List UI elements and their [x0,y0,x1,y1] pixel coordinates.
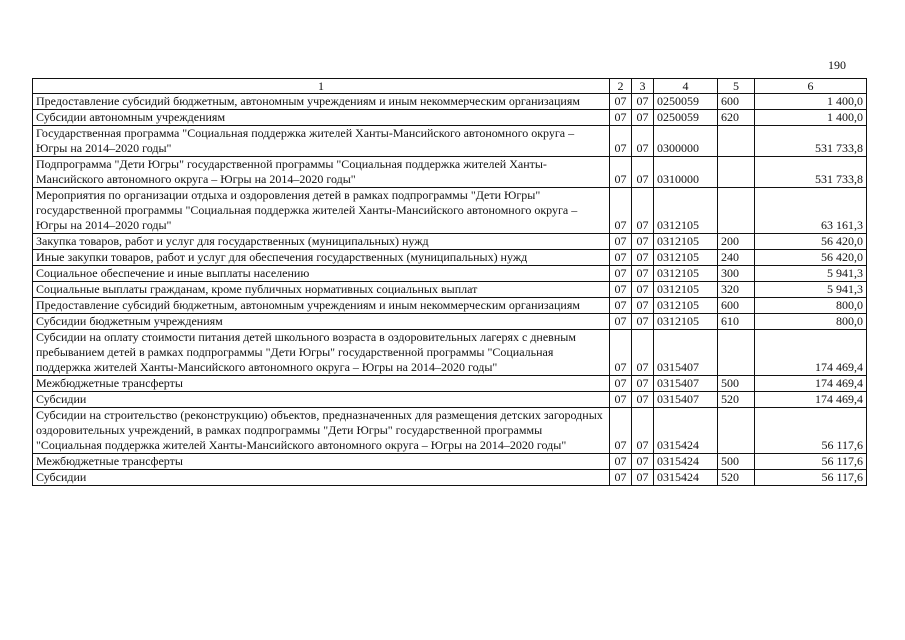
row-section-cell: 07 [610,298,632,314]
row-section-cell: 07 [610,157,632,188]
table-row [33,408,867,454]
row-target-code-cell: 0312105 [654,298,718,314]
row-target-code-cell: 0300000 [654,126,718,157]
header-cell: 5 [718,79,755,94]
row-amount-cell: 800,0 [755,298,867,314]
header-cell: 4 [654,79,718,94]
row-expense-type-cell: 500 [718,376,755,392]
row-target-code-cell: 0312105 [654,266,718,282]
row-amount-cell: 800,0 [755,314,867,330]
row-amount-cell: 63 161,3 [755,188,867,234]
header-cell: 1 [33,79,610,94]
table-row [33,188,867,234]
row-section-cell: 07 [610,250,632,266]
row-target-code-cell: 0315424 [654,408,718,454]
row-name-cell: Субсидии автономным учреждениям [33,110,610,126]
row-section-cell: 07 [610,454,632,470]
table-row [33,470,867,486]
page-number: 190 [828,58,846,72]
row-target-code-cell: 0312105 [654,314,718,330]
row-target-code-cell: 0312105 [654,250,718,266]
row-amount-cell: 531 733,8 [755,126,867,157]
table-row [33,157,867,188]
table-row [33,234,867,250]
row-section-cell: 07 [610,392,632,408]
row-name-cell: Межбюджетные трансферты [33,454,610,470]
row-subsection-cell: 07 [632,157,654,188]
header-cell: 3 [632,79,654,94]
budget-table [32,78,867,486]
row-subsection-cell: 07 [632,392,654,408]
row-name-cell: Социальное обеспечение и иные выплаты населению [33,266,610,282]
table-row [33,454,867,470]
row-expense-type-cell: 520 [718,470,755,486]
table-row [33,126,867,157]
row-subsection-cell: 07 [632,454,654,470]
table-row [33,266,867,282]
row-amount-cell: 56 420,0 [755,234,867,250]
row-name-cell: Иные закупки товаров, работ и услуг для обеспечения государственных (муниципальных) нужд [33,250,610,266]
row-name-cell: Социальные выплаты гражданам, кроме публичных нормативных социальных выплат [33,282,610,298]
row-expense-type-cell: 600 [718,298,755,314]
table-row [33,330,867,376]
row-expense-type-cell [718,330,755,376]
row-section-cell: 07 [610,314,632,330]
row-subsection-cell: 07 [632,94,654,110]
row-subsection-cell: 07 [632,188,654,234]
row-name-cell: Мероприятия по организации отдыха и оздоровления детей в рамках подпрограммы "Дети Югры" государственной программы "Социальная поддержка жителей Ханты-Мансийского автономного округа – Югры на 2014–2020 годы" [33,188,610,234]
row-subsection-cell: 07 [632,314,654,330]
row-subsection-cell: 07 [632,298,654,314]
row-target-code-cell: 0310000 [654,157,718,188]
row-expense-type-cell: 320 [718,282,755,298]
row-name-cell: Предоставление субсидий бюджетным, автономным учреждениям и иным некоммерческим организациям [33,94,610,110]
row-section-cell: 07 [610,110,632,126]
row-section-cell: 07 [610,126,632,157]
row-amount-cell: 56 117,6 [755,454,867,470]
row-target-code-cell: 0315407 [654,330,718,376]
row-target-code-cell: 0250059 [654,94,718,110]
header-cell: 6 [755,79,867,94]
row-amount-cell: 1 400,0 [755,94,867,110]
table-row [33,392,867,408]
row-subsection-cell: 07 [632,408,654,454]
row-section-cell: 07 [610,188,632,234]
header-cell: 2 [610,79,632,94]
row-amount-cell: 174 469,4 [755,330,867,376]
row-name-cell: Субсидии [33,392,610,408]
row-name-cell: Субсидии на строительство (реконструкцию) объектов, предназначенных для размещения детских загородных оздоровительных учреждений, в рамках подпрограммы "Дети Югры" государственной программы "Социальная поддержка жителей Ханты-Мансийского автономного округа – Югры на 2014–2020 годы" [33,408,610,454]
table-row [33,250,867,266]
row-amount-cell: 56 117,6 [755,470,867,486]
row-target-code-cell: 0315424 [654,470,718,486]
row-name-cell: Межбюджетные трансферты [33,376,610,392]
row-subsection-cell: 07 [632,250,654,266]
row-amount-cell: 1 400,0 [755,110,867,126]
row-expense-type-cell: 520 [718,392,755,408]
row-section-cell: 07 [610,470,632,486]
row-target-code-cell: 0315407 [654,392,718,408]
row-subsection-cell: 07 [632,330,654,376]
row-target-code-cell: 0312105 [654,188,718,234]
row-expense-type-cell: 240 [718,250,755,266]
row-section-cell: 07 [610,282,632,298]
row-target-code-cell: 0250059 [654,110,718,126]
row-section-cell: 07 [610,376,632,392]
row-subsection-cell: 07 [632,126,654,157]
row-target-code-cell: 0312105 [654,234,718,250]
row-section-cell: 07 [610,234,632,250]
row-expense-type-cell: 600 [718,94,755,110]
row-expense-type-cell [718,188,755,234]
row-expense-type-cell: 610 [718,314,755,330]
row-subsection-cell: 07 [632,110,654,126]
row-name-cell: Закупка товаров, работ и услуг для государственных (муниципальных) нужд [33,234,610,250]
table-row [33,314,867,330]
row-subsection-cell: 07 [632,470,654,486]
row-amount-cell: 531 733,8 [755,157,867,188]
row-name-cell: Государственная программа "Социальная поддержка жителей Ханты-Мансийского автономного округа – Югры на 2014–2020 годы" [33,126,610,157]
row-amount-cell: 5 941,3 [755,282,867,298]
table-row [33,376,867,392]
row-section-cell: 07 [610,408,632,454]
row-target-code-cell: 0315407 [654,376,718,392]
row-expense-type-cell: 300 [718,266,755,282]
row-amount-cell: 56 117,6 [755,408,867,454]
row-name-cell: Подпрограмма "Дети Югры" государственной программы "Социальная поддержка жителей Ханты-Мансийского автономного округа – Югры на 2014–2020 годы" [33,157,610,188]
row-section-cell: 07 [610,94,632,110]
row-section-cell: 07 [610,330,632,376]
row-amount-cell: 56 420,0 [755,250,867,266]
row-subsection-cell: 07 [632,376,654,392]
row-expense-type-cell [718,126,755,157]
row-expense-type-cell [718,408,755,454]
budget-table-body [33,79,867,486]
row-expense-type-cell [718,157,755,188]
row-target-code-cell: 0315424 [654,454,718,470]
row-amount-cell: 174 469,4 [755,392,867,408]
row-expense-type-cell: 620 [718,110,755,126]
row-subsection-cell: 07 [632,234,654,250]
row-expense-type-cell: 200 [718,234,755,250]
table-row [33,282,867,298]
row-name-cell: Субсидии бюджетным учреждениям [33,314,610,330]
row-amount-cell: 5 941,3 [755,266,867,282]
row-target-code-cell: 0312105 [654,282,718,298]
row-amount-cell: 174 469,4 [755,376,867,392]
row-subsection-cell: 07 [632,282,654,298]
row-name-cell: Субсидии на оплату стоимости питания детей школьного возраста в оздоровительных лагерях с дневным пребыванием детей в рамках подпрограммы "Дети Югры" государственной программы "Социальная поддержка жителей Ханты-Мансийского автономного округа – Югры на 2014–2020 годы" [33,330,610,376]
row-subsection-cell: 07 [632,266,654,282]
table-row [33,110,867,126]
table-row [33,94,867,110]
table-header-row [33,79,867,94]
row-section-cell: 07 [610,266,632,282]
row-name-cell: Предоставление субсидий бюджетным, автономным учреждениям и иным некоммерческим организациям [33,298,610,314]
row-name-cell: Субсидии [33,470,610,486]
row-expense-type-cell: 500 [718,454,755,470]
table-row [33,298,867,314]
